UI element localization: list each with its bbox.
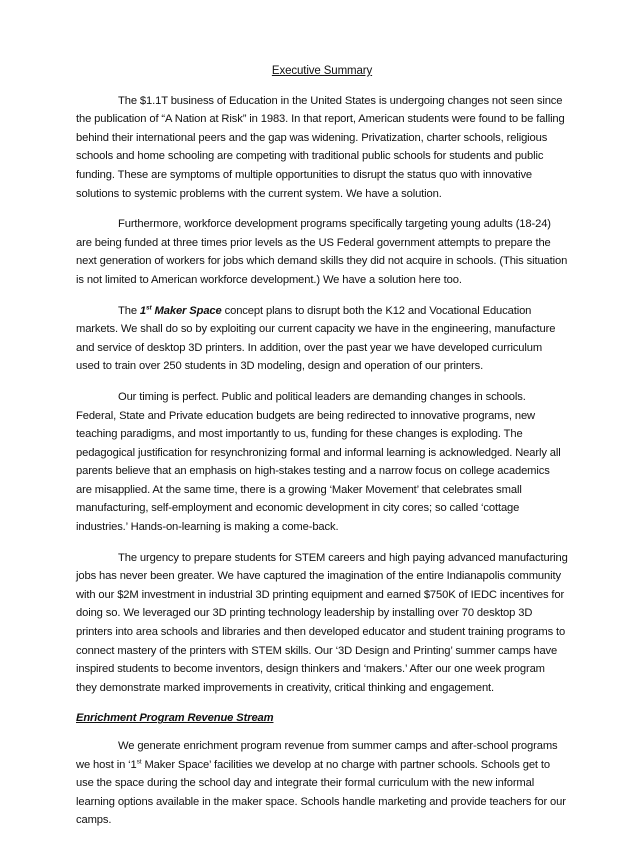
brand-name xyxy=(140,305,222,317)
brand-superscript: st xyxy=(146,303,152,311)
paragraph-stem-urgency: The urgency to prepare students for STEM careers and high paying advanced manufacturing jobs has never been greater. We have captured the imagination of the entire Indianapolis community with our $2M investment in industrial 3D printing equipment and earned $750K of IEDC incentives for doing so. We leveraged our 3D printing technology leadership by installing over 70 desktop 3D printers into area schools and libraries and then developed educator and student training programs to connect mastery of the printers with STEM skills. Our ‘3D Design and Printing’ summer camps have inspired students to become inventors, design thinkers and ‘makers.’ After our one week program they demonstrate marked improvements in creativity, critical thinking and engagement. xyxy=(76,551,568,694)
paragraph-education-market: The $1.1T business of Education in the United States is undergoing changes not seen since the publication of “A Nation at Risk” in 1983. In that report, American students were found to be falling behind their international peers and the gap was widening. Privatization, charter schools, religious schools and home schooling are competing with traditional public schools for students and public funding. These are symptoms of multiple opportunities to disrupt the status quo with innovative solutions to systemic problems with the current system. We have a solution. xyxy=(76,94,565,200)
paragraph-enrichment-revenue xyxy=(76,737,568,830)
brand-number: 1 xyxy=(139,304,147,317)
document-body xyxy=(76,62,568,842)
page-title: Executive Summary xyxy=(271,65,373,77)
ordinal-superscript: st xyxy=(136,757,142,765)
brand-name-rest: Maker Space xyxy=(151,304,222,317)
paragraph-maker-space-concept xyxy=(76,302,568,376)
paragraph-body-text: concept plans to disrupt both the K12 and Vocational Education markets. We shall do so by exploiting our current capacity we have in the engineering, manufacture and service of desktop 3D printers. In addition, over the past year we have developed curriculum used to train over 250 students in 3D modeling, design and operation of our printers. xyxy=(76,304,556,373)
section-heading: Enrichment Program Revenue Stream xyxy=(76,712,274,725)
paragraph-body-text: Maker Space’ facilities we develop at no charge with partner schools. Schools get to use the space during the school day and integrate their formal curriculum with the new informal learning options available in the maker space. Schools handle marketing and provide teachers for our camps. xyxy=(76,758,566,827)
paragraph-lead-text: We generate enrichment program revenue from summer camps and after-school programs we host in ‘1 xyxy=(76,740,558,771)
paragraph-lead-text: The xyxy=(118,304,140,317)
paragraph-timing: Our timing is perfect. Public and political leaders are demanding changes in schools. Federal, State and Private education budgets are being redirected to innovative programs, new teaching paradigms, and most importantly to us, funding for these changes is exploding. The pedagogical justification for resynchronizing formal and informal learning is acknowledged. Nearly all parents believe that an emphasis on high-stakes testing and a narrow focus on college academics are misapplied. At the same time, there is a growing ‘Maker Movement’ that celebrates small manufacturing, self-employment and economic development in city cores; so called ‘cottage industries.’ Hands-on-learning is making a come-back. xyxy=(76,390,561,534)
paragraph-workforce-development: Furthermore, workforce development programs specifically targeting young adults (18-24) are being funded at three times prior levels as the US Federal government attempts to prepare the next generation of workers for jobs which demand skills they did not acquire in schools. (This situation is not limited to American workforce development.) We have a solution here too. xyxy=(76,218,568,286)
